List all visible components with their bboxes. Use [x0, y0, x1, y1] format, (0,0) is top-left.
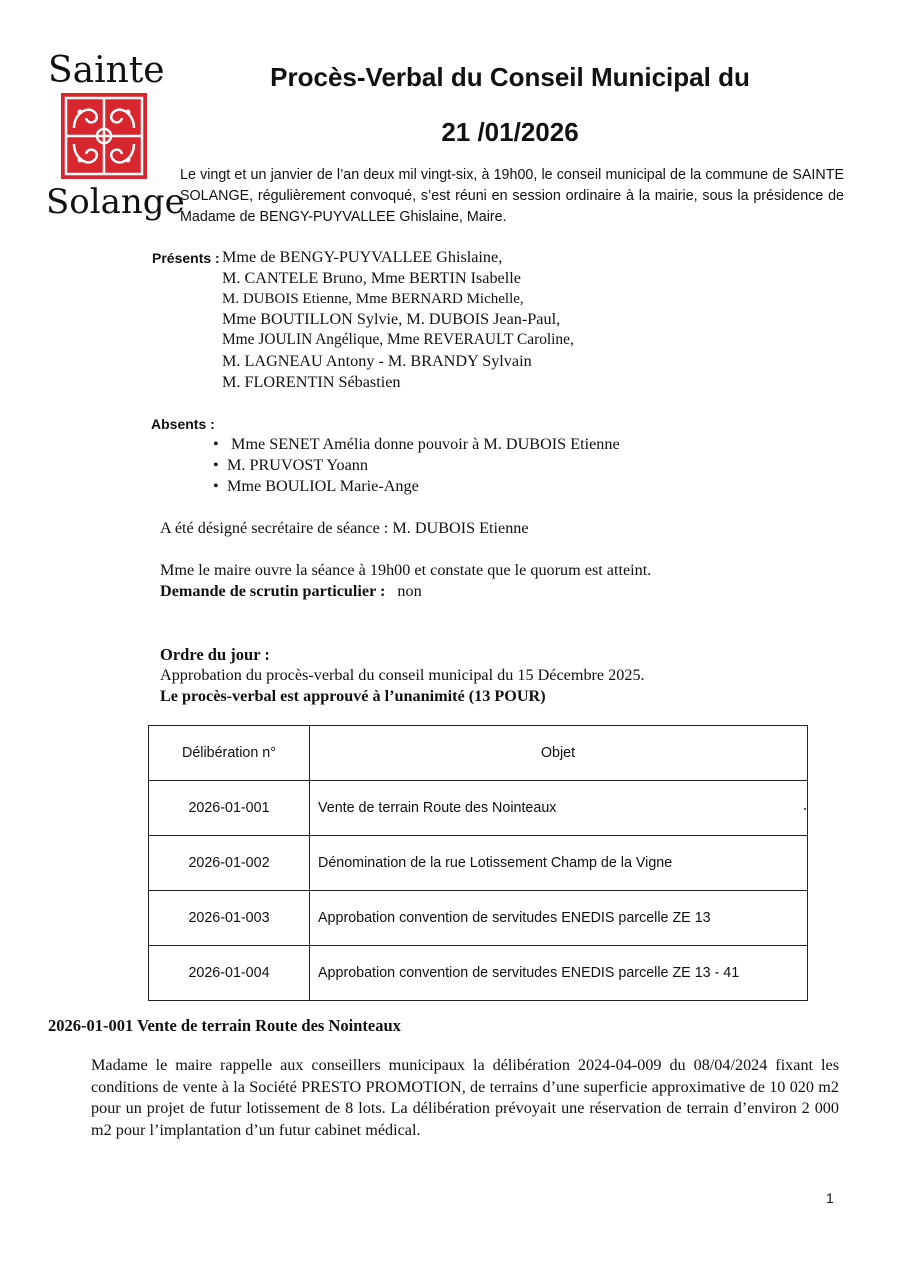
scrutin-value: non — [397, 582, 422, 600]
deliberation-object: Approbation convention de servitudes ENEDIS parcelle ZE 13 — [310, 891, 808, 946]
scrutin-line — [160, 582, 422, 601]
logo-top-text: Sainte — [48, 50, 165, 91]
list-item: • Mme BOULIOL Marie-Ange — [213, 476, 620, 497]
deliberation-number: 2026-01-004 — [149, 946, 310, 1001]
list-item: Mme de BENGY-PUYVALLEE Ghislaine, — [222, 248, 503, 266]
ornamental-red-tile-icon — [60, 92, 148, 180]
agenda-text: Approbation du procès-verbal du conseil municipal du 15 Décembre 2025. — [160, 666, 645, 684]
deliberation-number: 2026-01-003 — [149, 891, 310, 946]
deliberation-number: 2026-01-002 — [149, 836, 310, 891]
table-row — [149, 781, 808, 836]
absents-label: Absents : — [151, 416, 215, 432]
opening-line: Mme le maire ouvre la séance à 19h00 et constate que le quorum est atteint. — [160, 561, 652, 579]
agenda-approval: Le procès-verbal est approuvé à l’unanimité (13 POUR) — [160, 687, 546, 705]
list-item: M. FLORENTIN Sébastien — [222, 372, 401, 391]
logo — [40, 50, 185, 230]
list-item: M. LAGNEAU Antony - M. BRANDY Sylvain — [222, 351, 532, 370]
deliberation-object: Vente de terrain Route des Nointeaux — [310, 781, 808, 836]
secretary-line: A été désigné secrétaire de séance : M. DUBOIS Etienne — [160, 519, 529, 537]
list-item: Mme JOULIN Angélique, Mme REVERAULT Caroline, — [222, 331, 574, 349]
column-header: Délibération n° — [149, 726, 310, 781]
table-row — [149, 836, 808, 891]
list-item: M. DUBOIS Etienne, Mme BERNARD Michelle, — [222, 290, 524, 307]
list-item: M. CANTELE Bruno, Mme BERTIN Isabelle — [222, 268, 521, 287]
intro-paragraph: Le vingt et un janvier de l’an deux mil vingt-six, à 19h00, le conseil municipal de la commune de SAINTE SOLANGE, régulièrement convoqué, s’est réuni en session ordinaire à la mairie, sous la présidence de Madame de BENGY-PUYVALLEE Ghislaine, Maire. — [180, 167, 844, 225]
scrutin-label: Demande de scrutin particulier : — [160, 582, 386, 600]
list-item: • Mme SENET Amélia donne pouvoir à M. DUBOIS Etienne — [213, 434, 620, 455]
list-item: • M. PRUVOST Yoann — [213, 455, 620, 476]
agenda-heading: Ordre du jour : — [160, 645, 270, 664]
presents-list — [222, 247, 574, 393]
section-body: Madame le maire rappelle aux conseillers municipaux la délibération 2024-04-009 du 08/04/2024 fixant les conditions de vente à la Société PRESTO PROMOTION, de terrains d’une superficie approximative de 10 020 m2 pour un projet de futur lotissement de 8 lots. La délibération prévoyait une réservation de terrain d’environ 2 000 m2 pour l’implantation d’un futur cabinet médical. — [91, 1056, 839, 1139]
deliberation-object: Approbation convention de servitudes ENEDIS parcelle ZE 13 - 41 — [310, 946, 808, 1001]
page-number: 1 — [826, 1190, 834, 1206]
table-header-row — [149, 726, 808, 781]
scan-artifact — [804, 808, 806, 810]
deliberation-object: Dénomination de la rue Lotissement Champ de la Vigne — [310, 836, 808, 891]
absents-list — [213, 434, 620, 497]
table-row — [149, 946, 808, 1001]
table-row — [149, 891, 808, 946]
deliberation-table — [148, 725, 808, 1001]
list-item: Mme BOUTILLON Sylvie, M. DUBOIS Jean-Paul, — [222, 310, 561, 329]
section-title: 2026-01-001 Vente de terrain Route des Nointeaux — [48, 1016, 401, 1035]
logo-bottom-text: Solange — [46, 182, 185, 222]
presents-label: Présents : — [152, 250, 220, 266]
deliberation-number: 2026-01-001 — [149, 781, 310, 836]
column-header: Objet — [310, 726, 808, 781]
page-title-date: 21 /01/2026 — [441, 117, 579, 147]
page-title: Procès-Verbal du Conseil Municipal du — [270, 62, 750, 92]
